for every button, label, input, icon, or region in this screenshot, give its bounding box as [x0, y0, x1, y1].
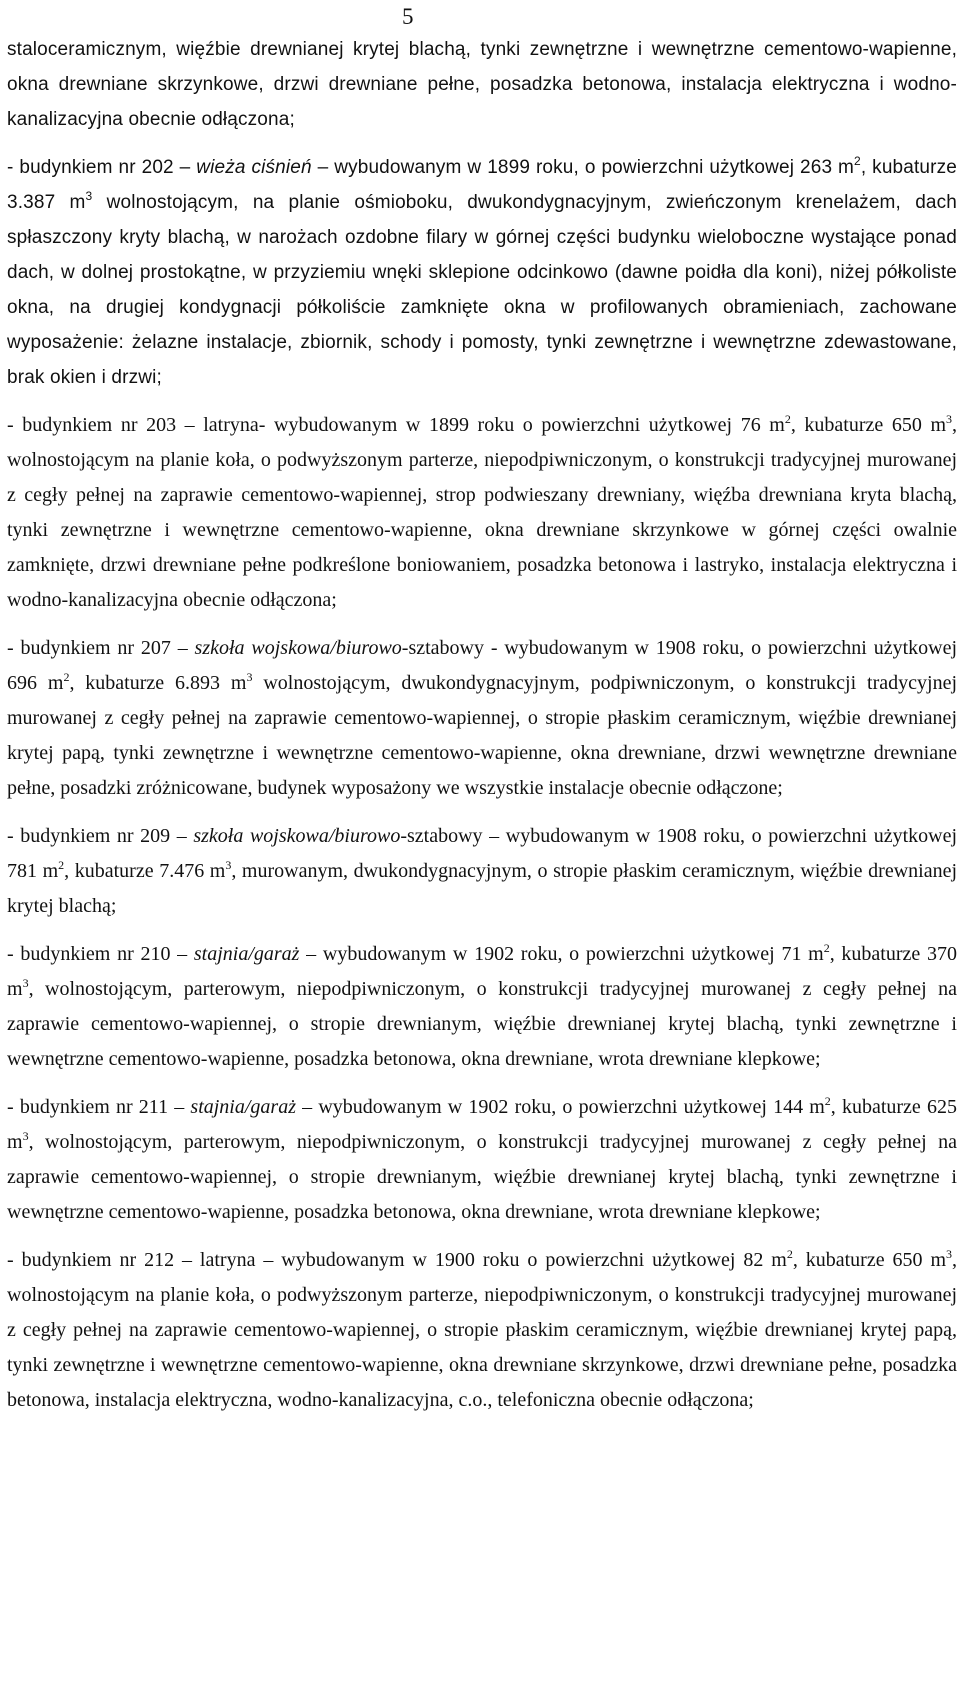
paragraph-building-211: - budynkiem nr 211 – stajnia/garaż – wybudowanym w 1902 roku, o powierzchni użytkowej 144 $m^2$, kubaturze 625 $m^3$, wolnostojącym, parterowym, niepodpiwniczonym, o konstrukcji tradycyjnej murowanej z cegły pełnej na zaprawie cementowo-wapiennej, o stropie drewnianym, więźbie drewnianej krytej blachą, tynki zewnętrzne i wewnętrzne cementowo-wapienne, posadzka betonowa, okna drewniane, wrota drewniane klepkowe;	[7, 1094, 957, 1223]
building-function: stajnia/garaż	[190, 1096, 296, 1118]
page-number: 5	[402, 4, 414, 29]
building-function: szkoła wojskowa/biurowo	[193, 825, 401, 847]
paragraph-building-210: - budynkiem nr 210 – stajnia/garaż – wybudowanym w 1902 roku, o powierzchni użytkowej 71 $m^2$, kubaturze 370 $m^3$, wolnostojącym, parterowym, niepodpiwniczonym, o konstrukcji tradycyjnej murowanej z cegły pełnej na zaprawie cementowo-wapiennej, o stropie drewnianym, więźbie drewnianej krytej blachą, tynki zewnętrzne i wewnętrzne cementowo-wapienne, posadzka betonowa, okna drewniane, wrota drewniane klepkowe;	[7, 941, 957, 1070]
paragraph-building-202: - budynkiem nr 202 – wieża ciśnień – wybudowanym w 1899 roku, o powierzchni użytkowej 263 $m^2$, kubaturze 3.387 $m^3$ wolnostojącym, na planie ośmioboku, dwukondygnacyjnym, zwieńczonym krenelażem, dach spłaszczony kryty blachą, w narożach ozdobne filary w górnej części budynku wieloboczne wystające ponad dach, w dolnej prostokątne, w przyziemiu wnęki sklepione odcinkowo (dawne poidła dla koni), niżej półkoliste okna, na drugiej kondygnacji półkoliście zamknięte okna w profilowanych obramieniach, zachowane wyposażenie: żelazne instalacje, zbiornik, schody i pomosty, tynki zewnętrzne i wewnętrzne zdewastowane, brak okien i drzwi;	[7, 154, 957, 388]
paragraph-continuation: staloceramicznym, więźbie drewnianej krytej blachą, tynki zewnętrzne i wewnętrzne cementowo-wapienne, okna drewniane skrzynkowe, drzwi drewniane pełne, posadzka betonowa, instalacja elektryczna i wodno-kanalizacyjna obecnie odłączona;	[7, 39, 957, 130]
paragraph-building-203: - budynkiem nr 203 – latryna- wybudowanym w 1899 roku o powierzchni użytkowej 76 $m^2$, kubaturze 650 $m^3$, wolnostojącym na planie koła, o podwyższonym parterze, niepodpiwniczonym, o konstrukcji tradycyjnej murowanej z cegły pełnej na zaprawie cementowo-wapiennej, strop podwieszany drewniany, więźba drewniana kryta blachą, tynki zewnętrzne i wewnętrzne cementowo-wapienne, okna drewniane skrzynkowe w górnej części owalnie zamknięte, drzwi drewniane pełne podkreślone boniowaniem, posadzka betonowa i lastryko, instalacja elektryczna i wodno-kanalizacyjna obecnie odłączona;	[7, 412, 958, 611]
paragraph-building-207: - budynkiem nr 207 – szkoła wojskowa/biurowo-sztabowy - wybudowanym w 1908 roku, o powierzchni użytkowej 696 $m^2$, kubaturze 6.893 $m^3$ wolnostojącym, dwukondygnacyjnym, podpiwniczonym, o konstrukcji tradycyjnej murowanej z cegły pełnej na zaprawie cementowo-wapiennej, o stropie płaskim ceramicznym, więźbie drewnianej krytej papą, tynki zewnętrzne i wewnętrzne cementowo-wapienne, okna drewniane, drzwi wewnętrzne drewniane pełne, posadzki zróżnicowane, budynek wyposażony we wszystkie instalacje obecnie odłączone;	[7, 637, 958, 799]
building-function: szkoła wojskowa/biurowo	[194, 637, 402, 659]
paragraph-building-212: - budynkiem nr 212 – latryna – wybudowanym w 1900 roku o powierzchni użytkowej 82 $m^2$, kubaturze 650 $m^3$, wolnostojącym na planie koła, o podwyższonym parterze, niepodpiwniczonym, o konstrukcji tradycyjnej murowanej z cegły pełnej na zaprawie cementowo-wapiennej, o stropie płaskim ceramicznym, więźbie drewnianej krytej papą, tynki zewnętrzne i wewnętrzne cementowo-wapienne, okna drewniane skrzynkowe, drzwi drewniane pełne, posadzka betonowa, instalacja elektryczna, wodno-kanalizacyjna, c.o., telefoniczna obecnie odłączona;	[7, 1247, 958, 1411]
paragraph-building-209: - budynkiem nr 209 – szkoła wojskowa/biurowo-sztabowy – wybudowanym w 1908 roku, o powierzchni użytkowej 781 $m^2$, kubaturze 7.476 $m^3$, murowanym, dwukondygnacyjnym, o stropie płaskim ceramicznym, więźbie drewnianej krytej blachą;	[7, 825, 958, 917]
document-body	[7, 32, 957, 1431]
building-function: stajnia/garaż	[193, 943, 300, 965]
building-function: wieża ciśnień	[196, 157, 312, 178]
